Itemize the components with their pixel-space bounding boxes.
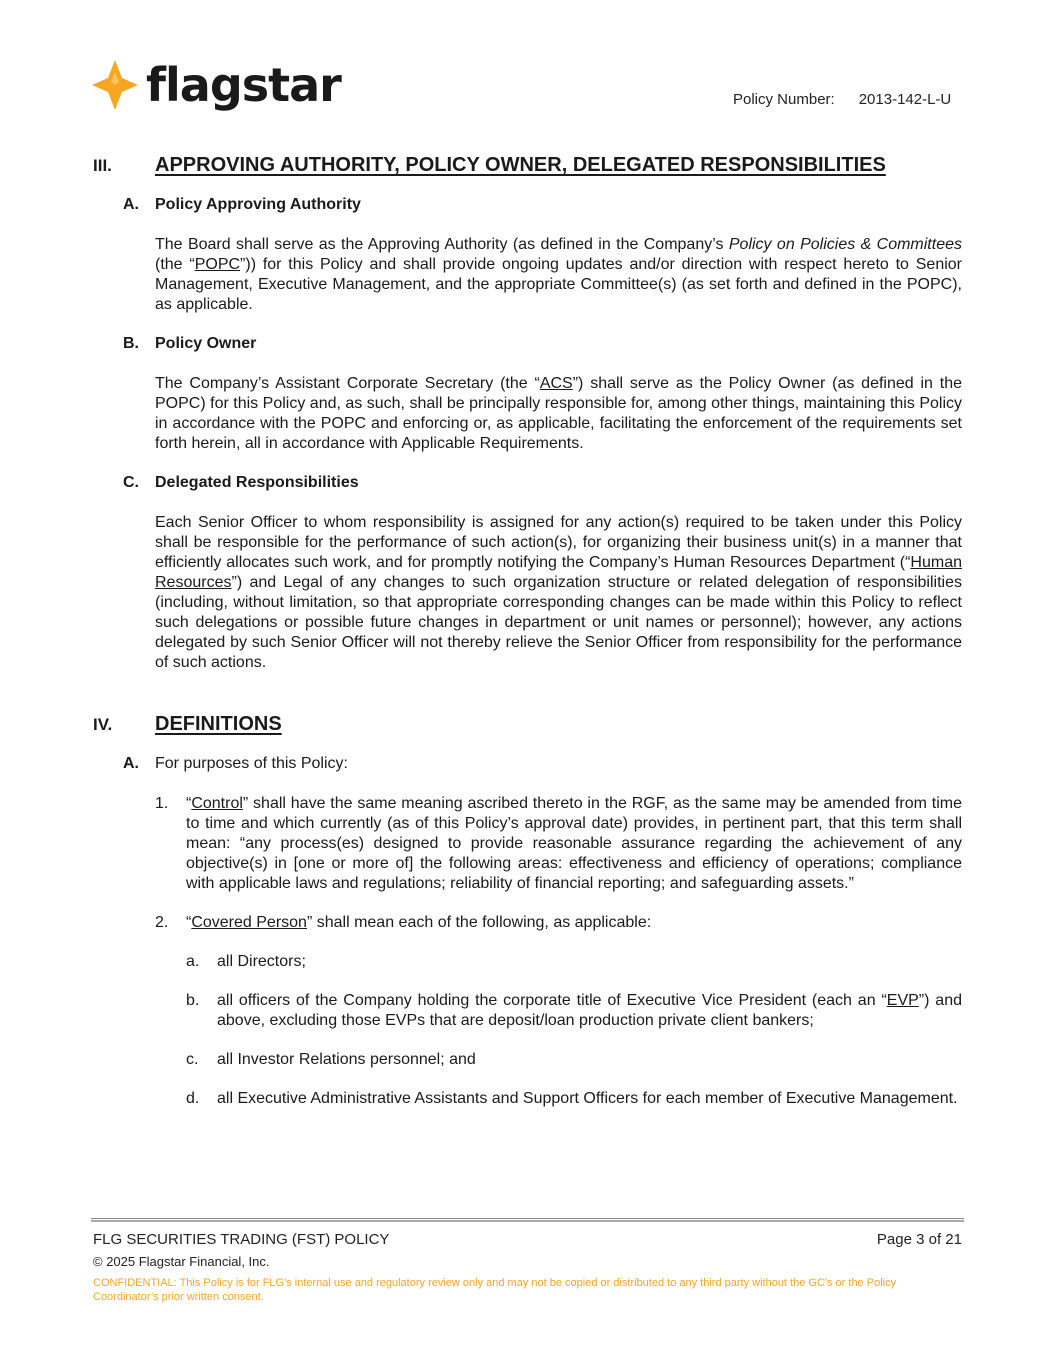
subsection-letter: A. [123, 755, 139, 772]
list-marker: c. [186, 1051, 199, 1068]
list-item-text: all Directors; [217, 953, 306, 970]
document-body [93, 154, 962, 1128]
section-heading-iv [93, 713, 962, 736]
list-marker: a. [186, 953, 200, 970]
subsection-letter: B. [123, 335, 139, 352]
list-item-text: all Executive Administrative Assistants and Support Officers for each member of Executive Management. [217, 1090, 958, 1107]
defined-term-control: Control [191, 795, 243, 812]
footer-page-number: Page 3 of 21 [876, 1231, 962, 1248]
policy-number [733, 91, 951, 108]
defined-term-human-resources: Human Resources [155, 554, 962, 591]
logo-wordmark: flagstar [146, 58, 341, 112]
section-number: IV. [93, 715, 113, 734]
flagstar-logo [92, 58, 341, 112]
subsection-letter: A. [123, 196, 139, 213]
defined-term-evp: EVP [886, 992, 919, 1009]
list-marker: d. [186, 1090, 200, 1107]
defined-term-popc: POPC [194, 256, 241, 273]
delegated-responsibilities-paragraph: Each Senior Officer to whom responsibility is assigned for any action(s) required to be taken under this Policy shall be responsible for the performance of such action(s), for organizing their business unit(s) in a manner that efficiently allocates such work, and for promptly notifying the Company’s Human Resources Department (“Human Resources”) and Legal of any changes to such organization structure or related delegation of responsibilities (including, without limitation, so that appropriate corresponding changes can be made within this Policy to reflect such delegations or possible future changes in department or unit names or personnel); however, any actions delegated by such Senior Officer will not thereby relieve the Senior Officer from responsibility for the performance of such actions. [155, 514, 962, 671]
list-marker: b. [186, 992, 200, 1009]
subsection-title: Policy Approving Authority [155, 196, 361, 213]
section-number: III. [93, 156, 112, 175]
footer-policy-title: FLG SECURITIES TRADING (FST) POLICY [93, 1231, 390, 1248]
defined-term-covered-person: Covered Person [191, 914, 307, 931]
covered-person-item-c [186, 1050, 962, 1070]
section-title: APPROVING AUTHORITY, POLICY OWNER, DELEGATED RESPONSIBILITIES [155, 154, 886, 176]
subsection-heading-c [93, 473, 962, 493]
covered-person-item-a [186, 952, 962, 972]
section-heading-iii [93, 154, 962, 177]
covered-person-item-d [186, 1089, 962, 1109]
definition-control [155, 794, 962, 894]
list-item-text: all officers of the Company holding the corporate title of Executive Vice President (each an “EVP”) and above, excluding those EVPs that are deposit/loan production private client bankers; [217, 992, 963, 1029]
covered-person-item-b [186, 991, 962, 1031]
flagstar-star-icon [92, 60, 138, 110]
approving-authority-paragraph: The Board shall serve as the Approving Authority (as defined in the Company’s Policy on Policies & Committees (the “POPC”)) for this Policy and shall provide ongoing updates and/or direction with respect hereto to Senior Management, Executive Management, and the appropriate Committee(s) (as set forth and defined in the POPC), as applicable. [155, 236, 962, 313]
footer-confidential-notice: CONFIDENTIAL: This Policy is for FLG's internal use and regulatory review only and may not be copied or distributed to any third party without the GC's or the Policy Coordinator’s prior written consent. [93, 1277, 897, 1303]
subsection-letter: C. [123, 474, 139, 491]
definitions-intro-text: For purposes of this Policy: [155, 755, 348, 772]
subsection-title: Delegated Responsibilities [155, 474, 359, 491]
definitions-intro [93, 754, 962, 774]
list-marker: 2. [155, 914, 169, 931]
section-title: DEFINITIONS [155, 713, 282, 735]
defined-term-acs: ACS [539, 375, 573, 392]
policy-number-label: Policy Number: [733, 91, 835, 108]
list-marker: 1. [155, 795, 169, 812]
policy-owner-paragraph: The Company’s Assistant Corporate Secretary (the “ACS”) shall serve as the Policy Owner (as defined in the POPC) for this Policy and, as such, shall be principally responsible for, among other things, maintaining this Policy in accordance with the POPC and enforcing or, as applicable, facilitating the enforcement of the requirements set forth herein, all in accordance with Applicable Requirements. [155, 375, 963, 452]
definition-covered-person [155, 913, 962, 933]
footer-copyright: © 2025 Flagstar Financial, Inc. [93, 1254, 270, 1269]
list-item-text: all Investor Relations personnel; and [217, 1051, 476, 1068]
definition-text: “Control” shall have the same meaning ascribed thereto in the RGF, as the same may be amended from time to time and which currently (as of this Policy’s approval date) provides, in pertinent part, that this term shall mean: “any process(es) designed to provide reasonable assurance regarding the achievement of any objective(s) in [one or more of] the following areas: effectiveness and efficiency of operations; compliance with applicable laws and regulations; reliability of financial reporting; and safeguarding assets.” [186, 795, 962, 892]
footer-divider [91, 1218, 964, 1222]
subsection-title: Policy Owner [155, 335, 257, 352]
subsection-heading-b [93, 334, 962, 354]
definition-text: “Covered Person” shall mean each of the following, as applicable: [186, 914, 652, 931]
subsection-heading-a [93, 195, 962, 215]
policy-number-value: 2013-142-L-U [858, 91, 952, 108]
